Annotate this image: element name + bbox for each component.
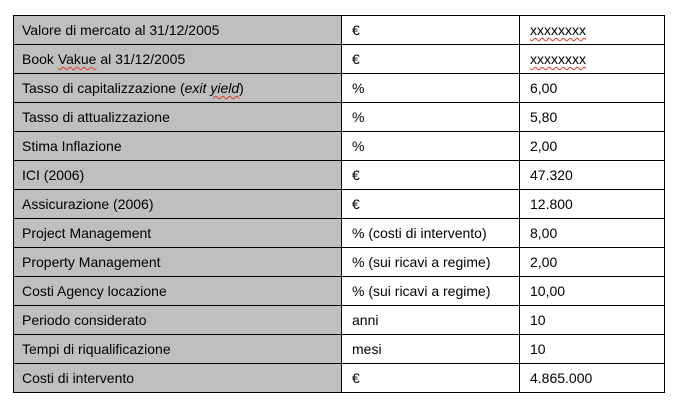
row-label: [14, 74, 342, 103]
row-value: 2,00: [520, 248, 665, 277]
row-value: [520, 45, 665, 74]
row-label: Property Management: [14, 248, 342, 277]
label-text: ): [239, 80, 244, 96]
table-row: [14, 335, 665, 364]
row-label: Valore di mercato al 31/12/2005: [14, 16, 342, 45]
row-unit: %: [342, 74, 520, 103]
table-row: [14, 364, 665, 393]
row-value: 8,00: [520, 219, 665, 248]
row-label: Costi di intervento: [14, 364, 342, 393]
table-row: [14, 103, 665, 132]
table-row: [14, 306, 665, 335]
row-value: 10,00: [520, 277, 665, 306]
spellcheck-flagged-word: yield: [210, 80, 240, 96]
row-unit: €: [342, 16, 520, 45]
row-label: Costi Agency locazione: [14, 277, 342, 306]
row-value: 6,00: [520, 74, 665, 103]
row-label: Tempi di riqualificazione: [14, 335, 342, 364]
row-unit: %: [342, 103, 520, 132]
row-unit: % (sui ricavi a regime): [342, 248, 520, 277]
row-label: Assicurazione (2006): [14, 190, 342, 219]
table-row: [14, 219, 665, 248]
table-row: [14, 248, 665, 277]
spellcheck-flagged-value: xxxxxxxx: [530, 22, 586, 38]
row-value: 12.800: [520, 190, 665, 219]
table-row: [14, 74, 665, 103]
label-text: Book: [22, 51, 58, 67]
label-text: al 31/12/2005: [96, 51, 186, 67]
row-value: 5,80: [520, 103, 665, 132]
table-row: [14, 132, 665, 161]
row-unit: mesi: [342, 335, 520, 364]
table-row: [14, 161, 665, 190]
row-value: 10: [520, 306, 665, 335]
label-text: Tasso di capitalizzazione (: [22, 80, 185, 96]
row-label: Periodo considerato: [14, 306, 342, 335]
row-unit: €: [342, 364, 520, 393]
row-label: [14, 45, 342, 74]
row-unit: anni: [342, 306, 520, 335]
label-italic-text: exit: [184, 80, 211, 96]
row-value: 2,00: [520, 132, 665, 161]
row-value: 10: [520, 335, 665, 364]
row-unit: €: [342, 45, 520, 74]
table-row: [14, 16, 665, 45]
row-unit: €: [342, 161, 520, 190]
row-label: Tasso di attualizzazione: [14, 103, 342, 132]
row-label: Project Management: [14, 219, 342, 248]
row-value: 47.320: [520, 161, 665, 190]
table-row: [14, 190, 665, 219]
row-unit: %: [342, 132, 520, 161]
row-value: [520, 16, 665, 45]
row-label: Stima Inflazione: [14, 132, 342, 161]
spellcheck-flagged-value: xxxxxxxx: [530, 51, 586, 67]
row-label: ICI (2006): [14, 161, 342, 190]
spellcheck-flagged-word: Vakue: [57, 51, 97, 67]
row-unit: % (costi di intervento): [342, 219, 520, 248]
row-unit: €: [342, 190, 520, 219]
table-row: [14, 277, 665, 306]
parameters-table: [13, 15, 665, 393]
row-unit: % (sui ricavi a regime): [342, 277, 520, 306]
row-value: 4.865.000: [520, 364, 665, 393]
table-row: [14, 45, 665, 74]
